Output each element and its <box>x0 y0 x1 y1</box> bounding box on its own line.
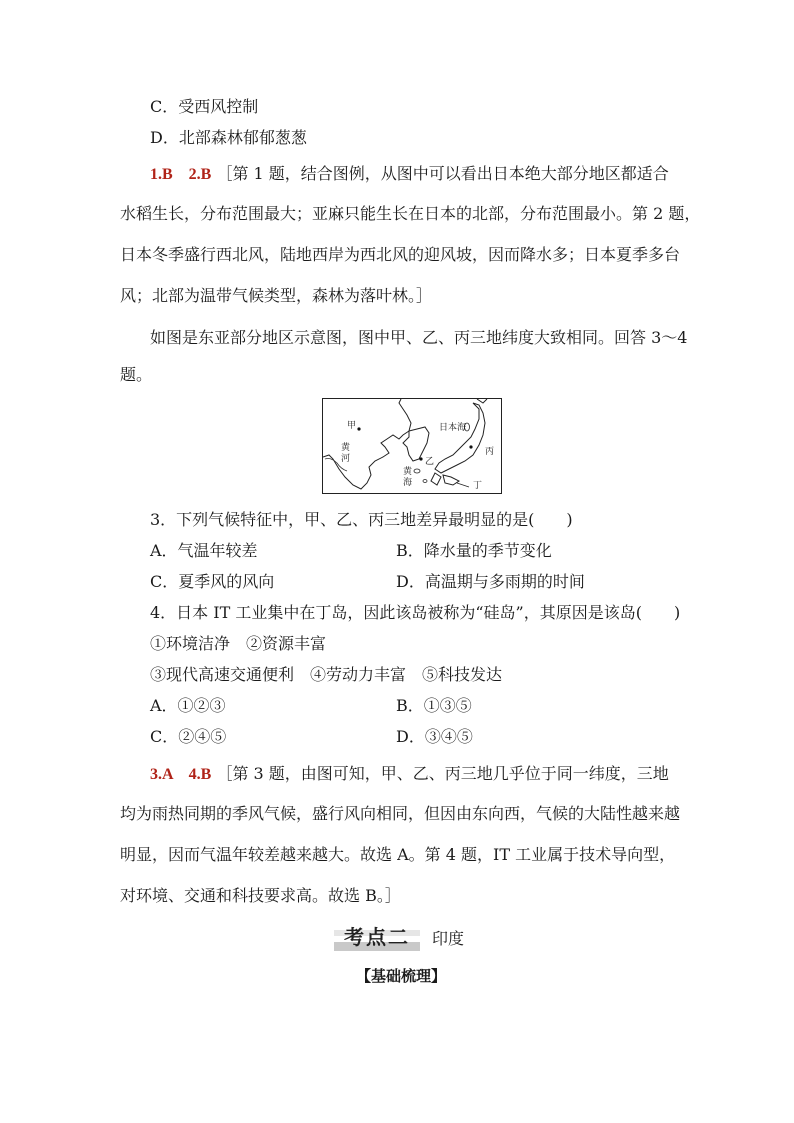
q4-option-a: A．①②③ <box>150 696 226 715</box>
q4-option-c: C．②④⑤ <box>150 727 227 746</box>
map-label-huanghai: 黄 海 <box>403 467 413 488</box>
answer-explanation-1-line3: 日本冬季盛行西北风，陆地西岸为西北风的迎风坡，因而降水多；日本夏季多台 <box>120 245 681 264</box>
question-intro-line1: 如图是东亚部分地区示意图，图中甲、乙、丙三地纬度大致相同。回答 3～4 <box>150 328 688 347</box>
map-label-bing: 丙 <box>485 447 495 457</box>
q4-option-b: B．①③⑤ <box>396 696 472 715</box>
question-intro-line2: 题。 <box>120 365 153 384</box>
map-label-ding: 丁 <box>473 481 483 491</box>
q4-items-line1: ①环境洁净 ②资源丰富 <box>150 634 327 653</box>
section-badge-text: 考点二 <box>344 925 410 949</box>
east-asia-map <box>322 398 502 494</box>
map-label-huanghe: 黄 河 <box>341 443 351 464</box>
question-3-stem: 3．下列气候特征中，甲、乙、丙三地差异最明显的是( ) <box>150 510 573 529</box>
answer-key-2: 3.A 4.B <box>150 766 212 783</box>
section-subtitle: 【基础梳理】 <box>356 967 447 985</box>
option-d: D．北部森林郁郁葱葱 <box>150 128 307 147</box>
q3-option-b: B．降水量的季节变化 <box>396 541 552 560</box>
answer-explanation-1-line4: 风；北部为温带气候类型，森林为落叶林。］ <box>120 286 433 305</box>
answer-key-1: 1.B 2.B <box>150 166 212 183</box>
map-label-ribenhai: 日本海 <box>439 423 467 433</box>
section-badge <box>334 924 420 950</box>
answer-explanation-2-line3: 明显，因而气温年较差越来越大。故选 A。第 4 题，IT 工业属于技术导向型， <box>120 845 676 864</box>
q3-option-d: D．高温期与多雨期的时间 <box>396 572 585 591</box>
q4-items-line2: ③现代高速交通便利 ④劳动力丰富 ⑤科技发达 <box>150 665 503 684</box>
map-label-jia: 甲 <box>347 421 357 431</box>
answer-explanation-2-line4: 对环境、交通和科技要求高。故选 B。］ <box>120 886 401 905</box>
q4-option-d: D．③④⑤ <box>396 727 473 746</box>
answer-explanation-2-line2: 均为雨热同期的季风气候，盛行风向相同，但因由东向西，气候的大陆性越来越 <box>120 804 681 823</box>
answer-text: ［第 1 题，结合图例，从图中可以看出日本绝大部分地区都适合 <box>216 164 669 183</box>
q3-option-c: C．夏季风的风向 <box>150 572 275 591</box>
q3-option-a: A．气温年较差 <box>150 541 258 560</box>
answer-explanation-2-line1 <box>150 764 669 785</box>
answer-explanation-1-line2: 水稻生长，分布范围最大；亚麻只能生长在日本的北部，分布范围最小。第 2 题， <box>120 204 701 223</box>
answer-explanation-1-line1 <box>150 164 669 185</box>
option-c: C．受西风控制 <box>150 97 259 116</box>
map-label-yi: 乙 <box>425 457 435 467</box>
section-title: 印度 <box>432 929 465 948</box>
question-4-stem: 4．日本 IT 工业集中在丁岛，因此该岛被称为“硅岛”，其原因是该岛( ) <box>150 603 681 622</box>
answer-text: ［第 3 题，由图可知，甲、乙、丙三地几乎位于同一纬度，三地 <box>216 764 669 783</box>
